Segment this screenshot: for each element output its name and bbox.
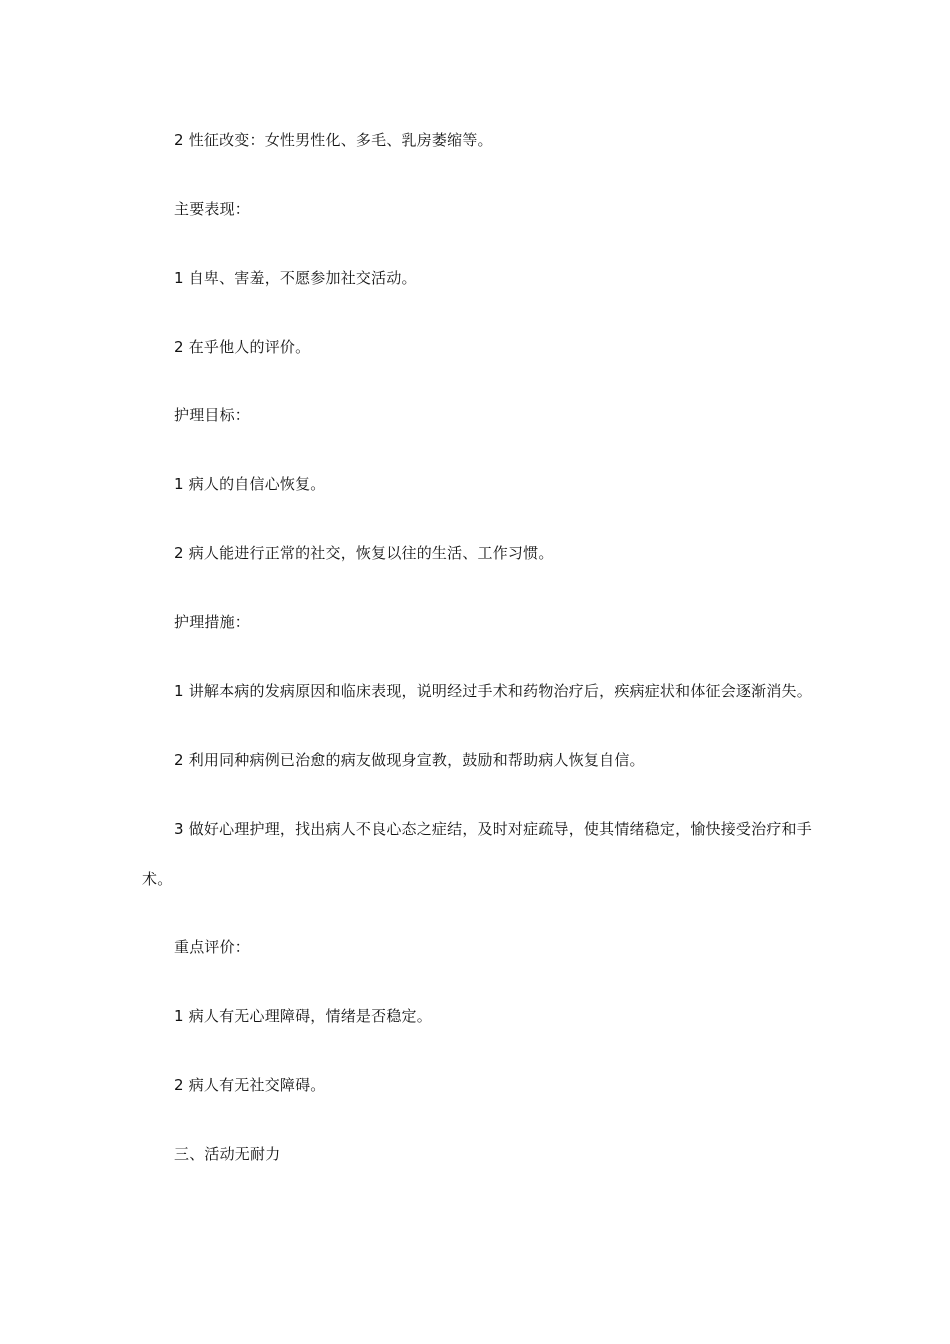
heading-main-manifestations: 主要表现： <box>174 200 251 218</box>
paragraph-evaluation-1: 1 病人有无心理障碍，情绪是否稳定。 <box>174 1007 432 1025</box>
paragraph-manifestation-2: 2 在乎他人的评价。 <box>174 338 311 356</box>
section-heading-activity-intolerance: 三、活动无耐力 <box>174 1145 281 1163</box>
paragraph-measure-3-continued: 术。 <box>142 870 173 888</box>
paragraph-evaluation-2: 2 病人有无社交障碍。 <box>174 1076 326 1094</box>
paragraph-measure-2: 2 利用同种病例已治愈的病友做现身宣教，鼓励和帮助病人恢复自信。 <box>174 751 645 769</box>
paragraph-sex-characteristics-change: 2 性征改变：女性男性化、多毛、乳房萎缩等。 <box>174 131 493 149</box>
paragraph-goal-2: 2 病人能进行正常的社交，恢复以往的生活、工作习惯。 <box>174 544 554 562</box>
paragraph-measure-1: 1 讲解本病的发病原因和临床表现，说明经过手术和药物治疗后，疾病症状和体征会逐渐消失。 <box>174 682 812 700</box>
heading-nursing-measures: 护理措施： <box>174 613 251 631</box>
heading-key-evaluation: 重点评价： <box>174 938 251 956</box>
paragraph-manifestation-1: 1 自卑、害羞，不愿参加社交活动。 <box>174 269 417 287</box>
paragraph-goal-1: 1 病人的自信心恢复。 <box>174 475 326 493</box>
paragraph-measure-3: 3 做好心理护理，找出病人不良心态之症结，及时对症疏导，使其情绪稳定，愉快接受治疗和手 <box>174 820 812 838</box>
heading-nursing-goals: 护理目标： <box>174 406 251 424</box>
